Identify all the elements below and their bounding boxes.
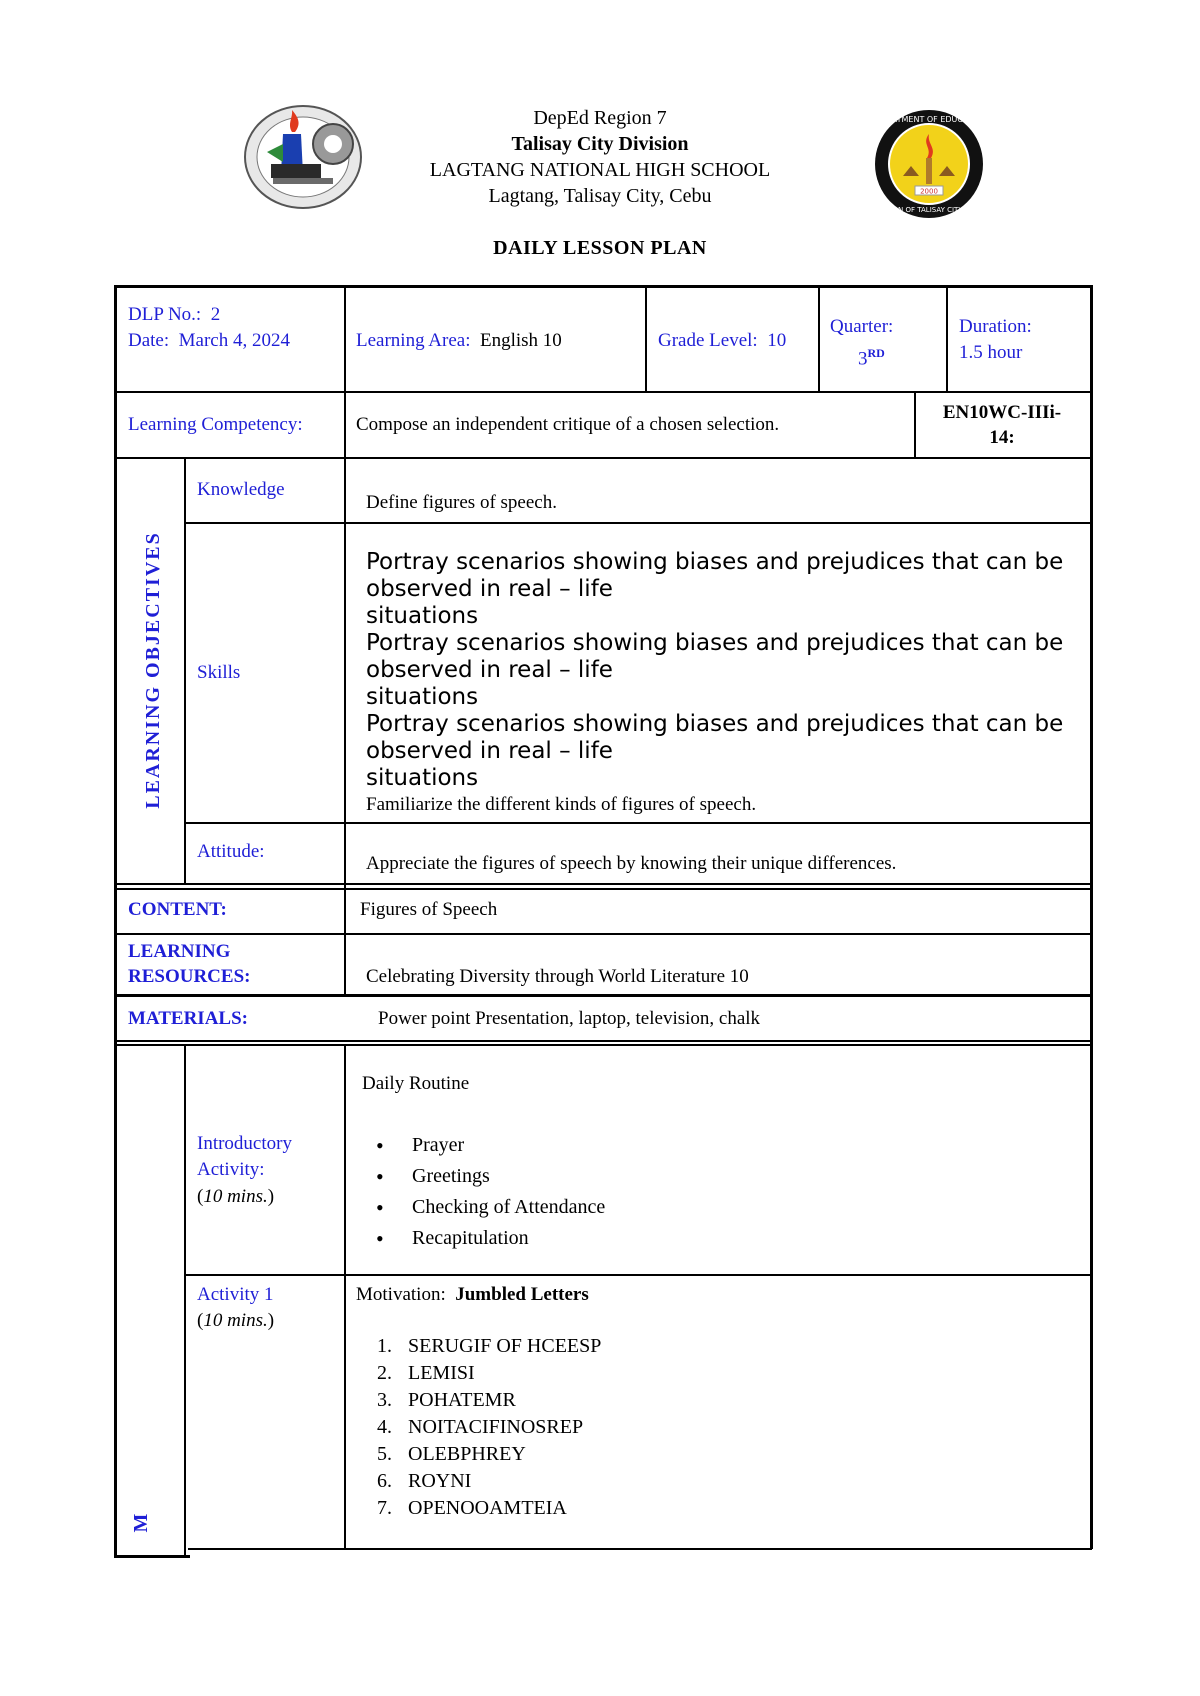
competency-label: Learning Competency: (128, 414, 303, 435)
materials-text: Power point Presentation, laptop, television, chalk (378, 1008, 761, 1029)
skills-line: observed in real – life (366, 576, 613, 602)
intro-list (362, 1130, 962, 1254)
intro-time: (10 mins.) (197, 1186, 275, 1207)
materials-label: MATERIALS: (128, 1008, 248, 1029)
quarter-value: 3RD (858, 346, 885, 370)
skills-text (366, 549, 1063, 818)
skills-line: situations (366, 684, 479, 710)
intro-label-line2: Activity: (197, 1159, 265, 1180)
list-item: 6. ROYNI (377, 1470, 472, 1492)
content-text: Figures of Speech (360, 899, 498, 920)
activity1-time: (10 mins.) (197, 1310, 275, 1331)
duration-label: Duration: (959, 316, 1032, 337)
skills-line: Portray scenarios showing biases and prejudices that can be (366, 549, 1064, 575)
svg-text:DEPARTMENT OF EDUCATION: DEPARTMENT OF EDUCATION (873, 115, 985, 124)
skills-line: observed in real – life (366, 738, 613, 764)
intro-heading: Daily Routine (362, 1073, 470, 1094)
procedure-vertical-label: M (130, 1513, 152, 1533)
list-item: 5. OLEBPHREY (377, 1443, 526, 1465)
knowledge-label: Knowledge (197, 479, 285, 500)
grade-level: Grade Level: 10 (658, 330, 787, 351)
activity1-heading: Motivation: Jumbled Letters (356, 1284, 589, 1305)
content-label: CONTENT: (128, 899, 227, 920)
school-logo (243, 104, 363, 210)
skills-line: Portray scenarios showing biases and prejudices that can be (366, 630, 1064, 656)
knowledge-text: Define figures of speech. (366, 492, 557, 513)
resources-text: Celebrating Diversity through World Literature 10 (366, 966, 749, 987)
competency-text: Compose an independent critique of a chosen selection. (356, 414, 780, 435)
list-item: 1. SERUGIF OF HCEESP (377, 1335, 602, 1357)
header-school: LAGTANG NATIONAL HIGH SCHOOL (429, 159, 771, 181)
quarter-label: Quarter: (830, 316, 894, 337)
skills-line: situations (366, 765, 479, 791)
intro-label-line1: Introductory (197, 1133, 292, 1154)
list-item: 2. LEMISI (377, 1362, 475, 1384)
list-item: 4. NOITACIFINOSREP (377, 1416, 584, 1438)
list-item: • Checking of Attendance (362, 1192, 962, 1223)
lesson-date: Date: March 4, 2024 (128, 330, 290, 351)
list-item: • Greetings (362, 1161, 962, 1192)
list-item: • Prayer (362, 1130, 962, 1161)
learning-area: Learning Area: English 10 (356, 330, 562, 351)
skills-label: Skills (197, 662, 241, 683)
svg-text:2000: 2000 (920, 187, 938, 196)
learning-objectives-label: LEARNING OBJECTIVES (142, 531, 164, 809)
attitude-text: Appreciate the figures of speech by knowing their unique differences. (366, 853, 897, 874)
svg-text:DIVISION OF TALISAY CITY, CEBU: DIVISION OF TALISAY CITY, CEBU (873, 206, 985, 214)
doc-title: DAILY LESSON PLAN (493, 237, 707, 259)
dlp-number: DLP No.: 2 (128, 304, 221, 325)
skills-line: observed in real – life (366, 657, 613, 683)
deped-seal (873, 108, 985, 220)
attitude-label: Attitude: (197, 841, 265, 862)
competency-code-line1: EN10WC-IIIi- (942, 402, 1062, 423)
skills-last: Familiarize the different kinds of figures of speech. (366, 794, 757, 815)
duration-value: 1.5 hour (959, 342, 1023, 363)
resources-label-line1: LEARNING (128, 941, 231, 962)
competency-code-line2: 14: (989, 427, 1015, 448)
header-division: Talisay City Division (511, 133, 689, 155)
header-region: DepEd Region 7 (533, 107, 667, 129)
header-address: Lagtang, Talisay City, Cebu (488, 185, 712, 207)
skills-line: Portray scenarios showing biases and prejudices that can be (366, 711, 1064, 737)
list-item: • Recapitulation (362, 1223, 962, 1254)
list-item: 3. POHATEMR (377, 1389, 516, 1411)
activity1-label: Activity 1 (197, 1284, 274, 1305)
list-item: 7. OPENOOAMTEIA (377, 1497, 567, 1519)
resources-label-line2: RESOURCES: (128, 966, 251, 987)
skills-line: situations (366, 603, 479, 629)
jumbled-list (362, 1333, 962, 1522)
